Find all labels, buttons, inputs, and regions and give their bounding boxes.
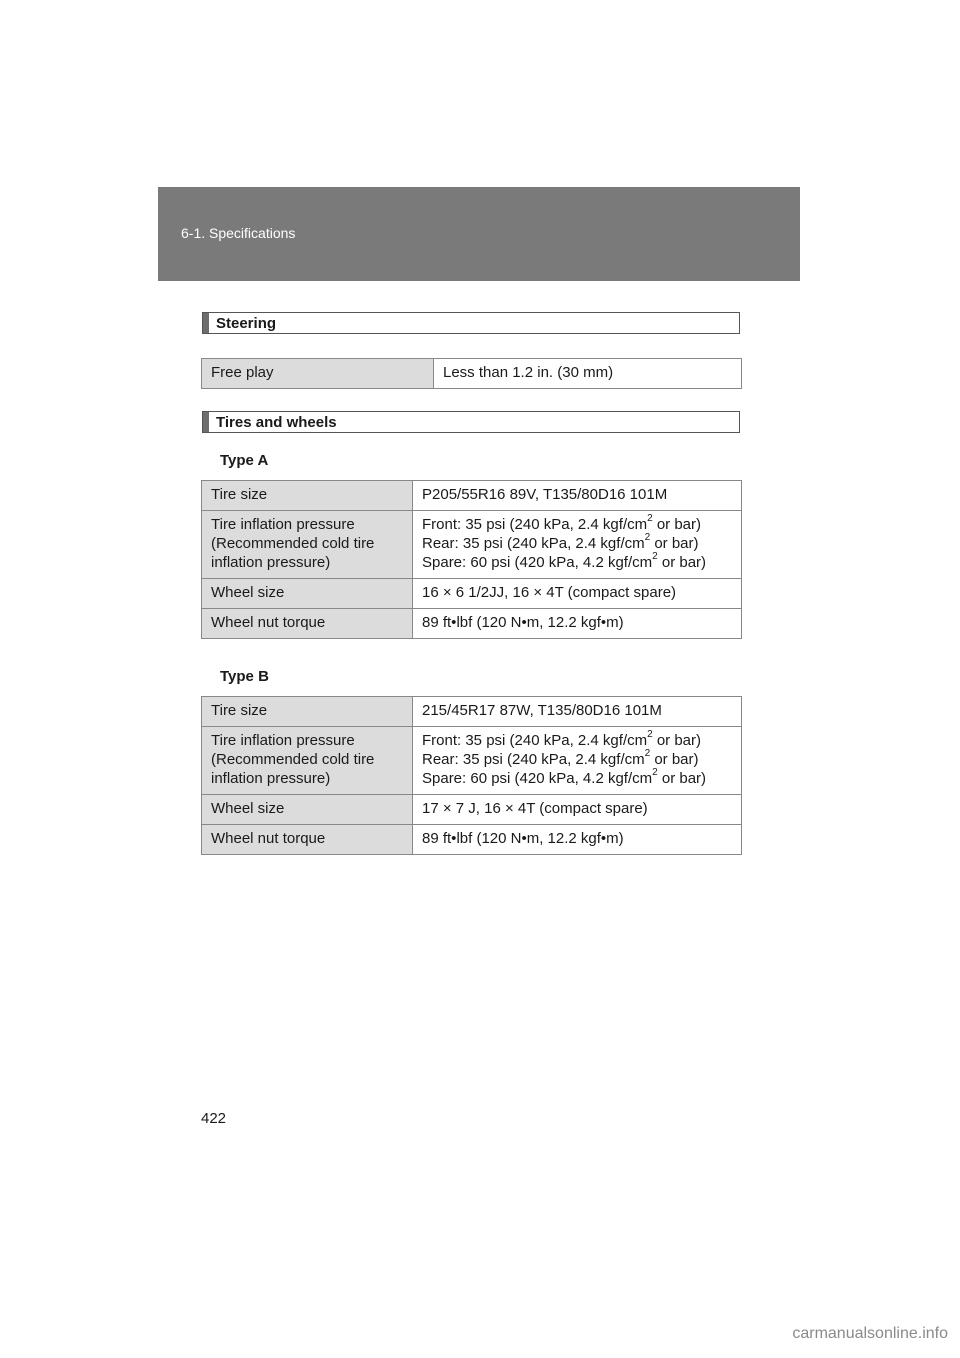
table-row bbox=[202, 697, 742, 727]
watermark: carmanualsonline.info bbox=[792, 1325, 948, 1342]
free-play-value: Less than 1.2 in. (30 mm) bbox=[434, 359, 742, 389]
tire-size-value: 215/45R17 87W, T135/80D16 101M bbox=[413, 697, 742, 727]
tire-size-label: Tire size bbox=[202, 481, 413, 511]
header-band bbox=[158, 187, 800, 281]
table-row bbox=[202, 825, 742, 855]
steering-title: Steering bbox=[216, 315, 277, 332]
tire-size-label: Tire size bbox=[202, 697, 413, 727]
steering-section-title bbox=[202, 312, 740, 334]
wheel-size-label: Wheel size bbox=[202, 795, 413, 825]
spare-pressure: Spare: 60 psi (420 kPa, 4.2 kgf/$cm^2$ or bar) bbox=[422, 551, 707, 571]
free-play-label: Free play bbox=[202, 359, 434, 389]
table-row bbox=[202, 727, 742, 795]
wheel-nut-torque-value: 89 ft•lbf (120 N•m, 12.2 kgf•m) bbox=[413, 609, 742, 639]
tires-section-title bbox=[202, 411, 740, 433]
wheel-size-label: Wheel size bbox=[202, 579, 413, 609]
tire-size-value: P205/55R16 89V, T135/80D16 101M bbox=[413, 481, 742, 511]
section-breadcrumb: 6-1. Specifications bbox=[181, 225, 296, 241]
table-row bbox=[202, 579, 742, 609]
pressure-label-line: (Recommended cold tire bbox=[211, 751, 375, 768]
type-a-table bbox=[201, 480, 742, 639]
pressure-label-line: (Recommended cold tire bbox=[211, 535, 375, 552]
type-b-table bbox=[201, 696, 742, 855]
type-a-heading: Type A bbox=[220, 452, 269, 469]
front-pressure: Front: 35 psi (240 kPa, 2.4 kgf/$cm^2$ or bar) bbox=[422, 729, 702, 749]
pressure-label-line: Tire inflation pressure bbox=[211, 516, 355, 533]
pressure-label-line: Tire inflation pressure bbox=[211, 732, 355, 749]
steering-table bbox=[201, 358, 742, 389]
wheel-nut-torque-label: Wheel nut torque bbox=[202, 825, 413, 855]
type-b-heading: Type B bbox=[220, 668, 269, 685]
wheel-size-value: 16 × 6 1/2JJ, 16 × 4T (compact spare) bbox=[413, 579, 742, 609]
front-pressure: Front: 35 psi (240 kPa, 2.4 kgf/$cm^2$ or bar) bbox=[422, 513, 702, 533]
pressure-label bbox=[202, 727, 413, 795]
wheel-nut-torque-label: Wheel nut torque bbox=[202, 609, 413, 639]
pressure-value bbox=[413, 727, 742, 795]
table-row bbox=[202, 609, 742, 639]
pressure-label bbox=[202, 511, 413, 579]
table-row bbox=[202, 359, 742, 389]
wheel-size-value: 17 × 7 J, 16 × 4T (compact spare) bbox=[413, 795, 742, 825]
pressure-label-line: inflation pressure) bbox=[211, 770, 331, 787]
rear-pressure: Rear: 35 psi (240 kPa, 2.4 kgf/$cm^2$ or bar) bbox=[422, 532, 699, 552]
spare-pressure: Spare: 60 psi (420 kPa, 4.2 kgf/$cm^2$ or bar) bbox=[422, 767, 707, 787]
wheel-nut-torque-value: 89 ft•lbf (120 N•m, 12.2 kgf•m) bbox=[413, 825, 742, 855]
table-row bbox=[202, 511, 742, 579]
tires-title: Tires and wheels bbox=[216, 414, 337, 431]
page-number: 422 bbox=[201, 1110, 227, 1127]
pressure-value bbox=[413, 511, 742, 579]
pressure-label-line: inflation pressure) bbox=[211, 554, 331, 571]
table-row bbox=[202, 795, 742, 825]
rear-pressure: Rear: 35 psi (240 kPa, 2.4 kgf/$cm^2$ or bar) bbox=[422, 748, 699, 768]
table-row bbox=[202, 481, 742, 511]
